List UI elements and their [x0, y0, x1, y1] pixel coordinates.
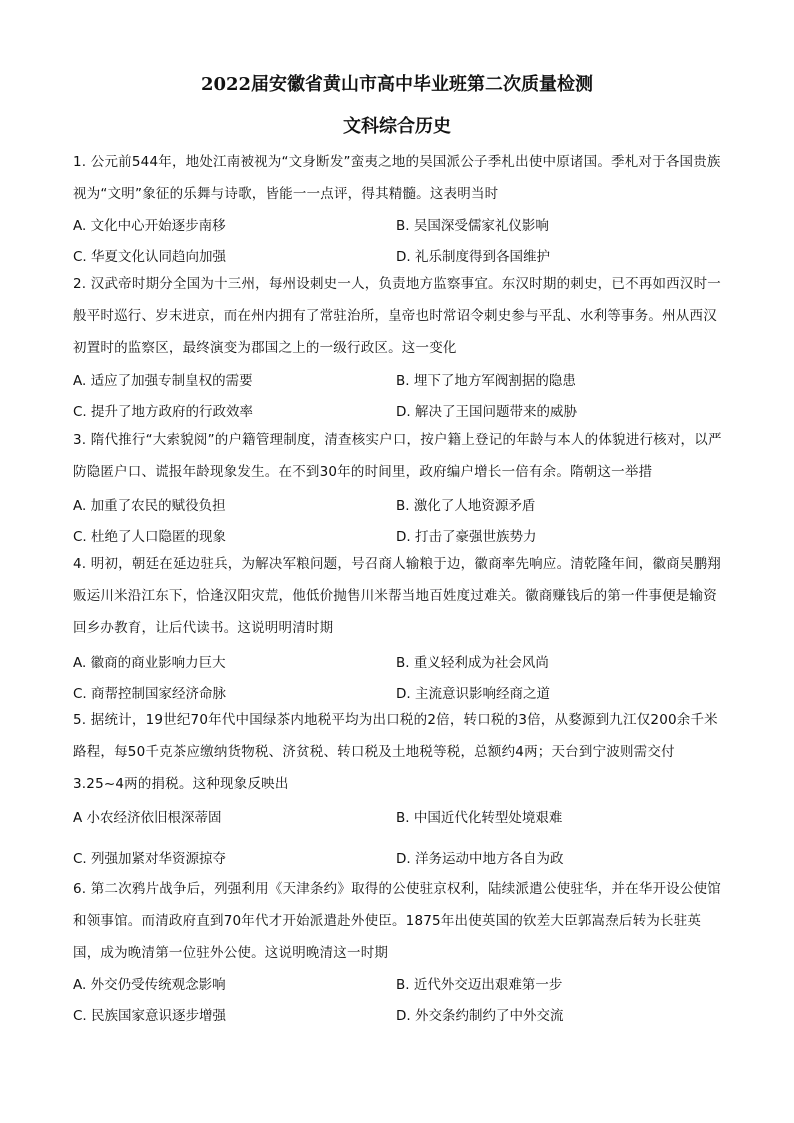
question-1-stem: 1. 公元前544年，地处江南被视为“文身断发”蛮夷之地的吴国派公子季札出使中原诸国。季札对于各国贵族视为“文明”象征的乐舞与诗歌，皆能一一点评，得其精髓。这表明当时 [73, 154, 721, 202]
option-3b: B. 激化了人地资源矛盾 [396, 498, 536, 514]
option-3c: C. 杜绝了人口隐匿的现象 [73, 529, 227, 545]
option-5b: B. 中国近代化转型处境艰难 [396, 810, 563, 826]
option-4a: A. 徽商的商业影响力巨大 [73, 655, 226, 671]
option-2c: C. 提升了地方政府的行政效率 [73, 404, 254, 420]
question-4-stem: 4. 明初，朝廷在延边驻兵，为解决军粮问题，号召商人输粮于边，徽商率先响应。清乾隆年间，徽商吴鹏翔贩运川米沿江东下，恰逢汉阳灾荒，他低价抛售川米帮当地百姓度过难关。徽商赚钱后的第一件事便是输资回乡办教育，让后代读书。这说明明清时期 [73, 556, 721, 636]
option-6a: A. 外交仍受传统观念影响 [73, 977, 226, 993]
option-2d: D. 解决了王国问题带来的威胁 [396, 404, 577, 420]
option-1b: B. 吴国深受儒家礼仪影响 [396, 218, 549, 234]
option-6c: C. 民族国家意识逐步增强 [73, 1008, 227, 1024]
page-subtitle: 文科综合历史 [343, 116, 451, 137]
option-5d: D. 洋务运动中地方各自为政 [396, 851, 564, 867]
option-4b: B. 重义轻利成为社会风尚 [396, 655, 549, 671]
option-3a: A. 加重了农民的赋役负担 [73, 498, 226, 514]
question-5-stem: 5. 据统计，19世纪70年代中国绿茶内地税平均为出口税的2倍，转口税的3倍，从婺源到九江仅200余千米路程，每50千克茶应缴纳货物税、济贫税、转口税及土地税等税，总额约4两；天台到宁波则需交付3.25~4两的捐税。这种现象反映出 [73, 712, 718, 792]
option-4d: D. 主流意识影响经商之道 [396, 686, 550, 702]
option-1d: D. 礼乐制度得到各国维护 [396, 249, 550, 265]
question-6-stem: 6. 第二次鸦片战争后，列强利用《天津条约》取得的公使驻京权利，陆续派遣公使驻华，并在华开设公使馆和领事馆。而清政府直到70年代才开始派遣赴外使臣。1875年出使英国的钦差大臣郭嵩焘后转为长驻英国，成为晚清第一位驻外公使。这说明晚清这一时期 [73, 881, 721, 961]
option-3d: D. 打击了豪强世族势力 [396, 529, 537, 545]
option-6b: B. 近代外交迈出艰难第一步 [396, 977, 563, 993]
option-2a: A. 适应了加强专制皇权的需要 [73, 373, 253, 389]
question-2-stem: 2. 汉武帝时期分全国为十三州，每州设刺史一人，负责地方监察事宜。东汉时期的刺史，已不再如西汉时一般平时巡行、岁末进京，而在州内拥有了常驻治所，皇帝也时常诏令刺史参与平乱、水利等事务。州从西汉初置时的监察区，最终演变为郡国之上的一级行政区。这一变化 [73, 276, 721, 356]
question-3-stem: 3. 隋代推行“大索貌阅”的户籍管理制度，清查核实户口，按户籍上登记的年龄与本人的体貌进行核对，以严防隐匿户口、谎报年龄现象发生。在不到30年的时间里，政府编户增长一倍有余。隋朝这一举措 [73, 432, 722, 480]
option-5c: C. 列强加紧对华资源掠夺 [73, 851, 227, 867]
option-2b: B. 埋下了地方军阀割据的隐患 [396, 373, 576, 389]
page-title: 2022届安徽省黄山市高中毕业班第二次质量检测 [200, 74, 594, 95]
option-6d: D. 外交条约制约了中外交流 [396, 1008, 564, 1024]
option-4c: C. 商帮控制国家经济命脉 [73, 686, 227, 702]
option-1c: C. 华夏文化认同趋向加强 [73, 249, 227, 265]
option-1a: A. 文化中心开始逐步南移 [73, 218, 226, 234]
option-5a: A 小农经济依旧根深蒂固 [73, 810, 222, 826]
